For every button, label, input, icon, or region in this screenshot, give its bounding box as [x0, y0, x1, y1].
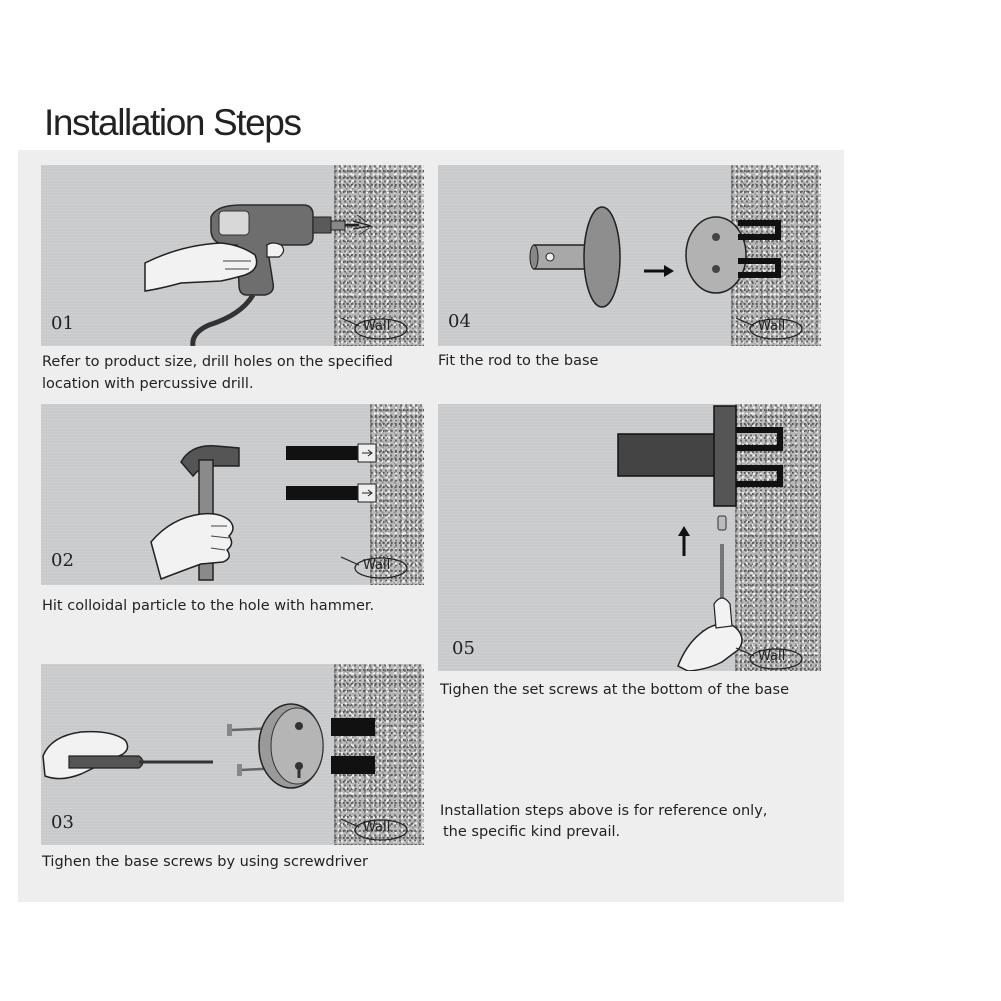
wall-label-tag: [734, 644, 806, 671]
step-05-caption: Tighen the set screws at the bottom of the base: [440, 682, 790, 698]
wall-label-tag: [734, 314, 806, 342]
wall-label: Wall: [363, 558, 391, 573]
hex-key-icon: [438, 404, 821, 671]
step-03-caption: Tighen the base screws by using screwdriver: [42, 854, 369, 870]
step-05-panel: [438, 404, 821, 671]
wall-label-tag: [339, 314, 411, 342]
step-04-panel: [438, 165, 821, 346]
step-02-number: 02: [51, 550, 74, 571]
step-01-number: 01: [51, 313, 74, 334]
step-02-caption: Hit colloidal particle to the hole with hammer.: [42, 598, 375, 614]
step-03-number: 03: [51, 812, 74, 833]
step-03-panel: [41, 664, 424, 845]
step-01-caption-line1: Refer to product size, drill holes on the specified: [42, 354, 393, 370]
wall-plug-icon: [286, 442, 381, 512]
arrow-right-icon: [644, 265, 674, 277]
step-05-number: 05: [452, 638, 475, 659]
wall-label: Wall: [363, 820, 391, 835]
wall-label: Wall: [363, 319, 391, 334]
wall-label-tag: [339, 815, 411, 843]
wall-label-tag: [339, 553, 411, 581]
arrow-up-icon: [678, 526, 690, 556]
page-title: Installation Steps: [44, 102, 301, 143]
step-04-number: 04: [448, 311, 471, 332]
wall-label: Wall: [758, 319, 786, 334]
step-01-panel: [41, 165, 424, 346]
wall-label: Wall: [758, 649, 786, 664]
reference-note-line2: the specific kind prevail.: [443, 824, 621, 840]
step-01-caption-line2: location with percussive drill.: [42, 376, 254, 392]
reference-note-line1: Installation steps above is for reference only,: [440, 803, 768, 819]
step-02-panel: [41, 404, 424, 585]
step-04-caption: Fit the rod to the base: [438, 353, 599, 369]
